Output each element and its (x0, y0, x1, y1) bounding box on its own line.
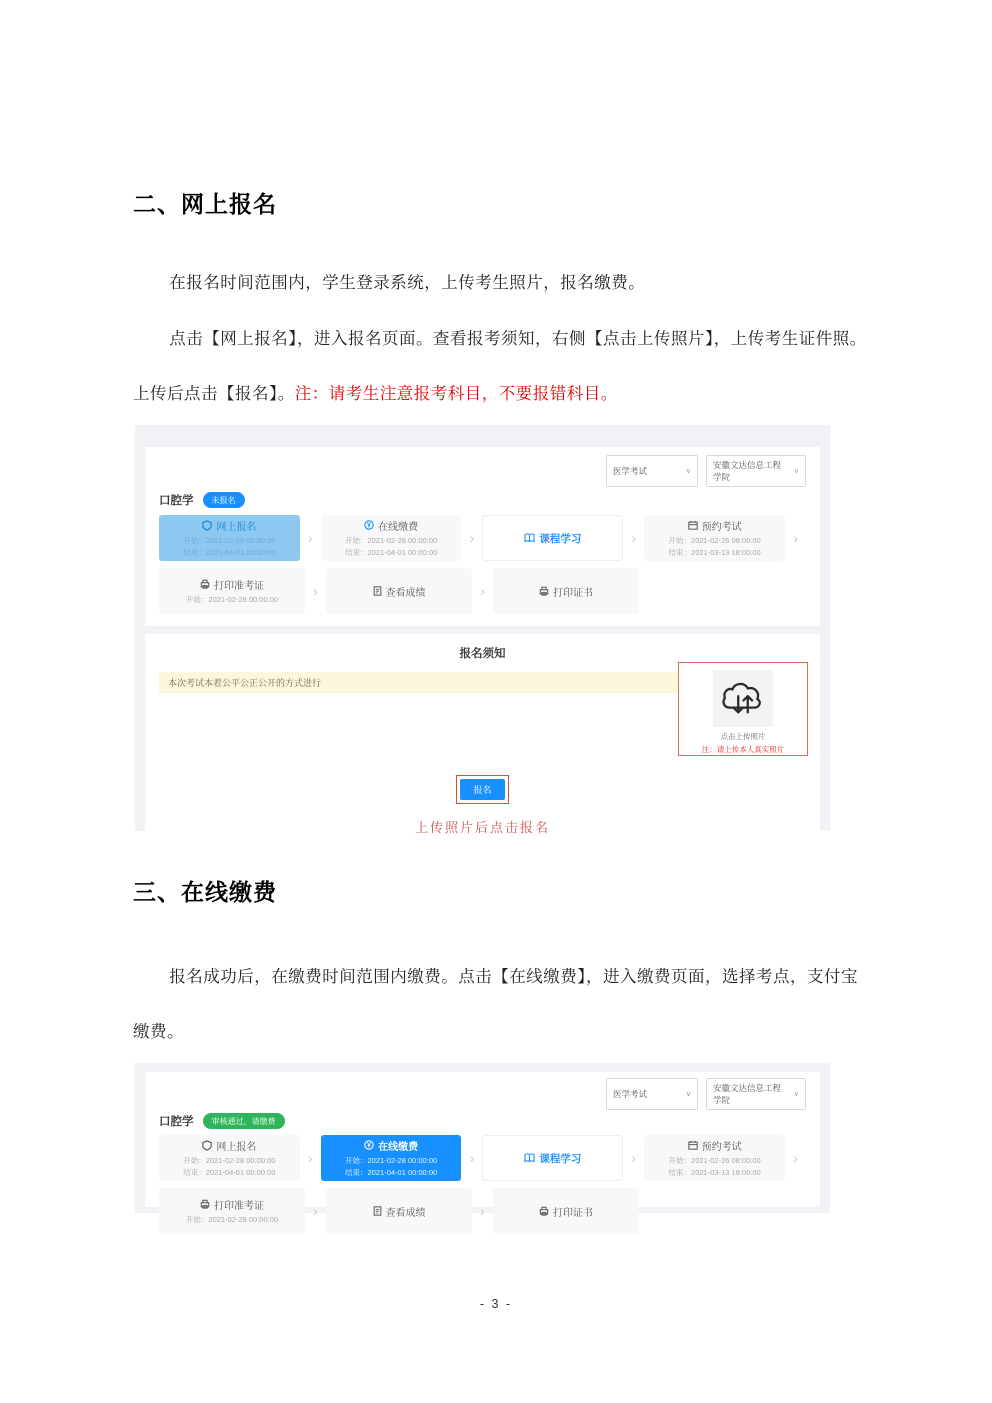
step-card-print-admission[interactable] (159, 1188, 305, 1234)
register-button-row (159, 775, 806, 804)
step-label: 打印证书 (553, 587, 593, 599)
step-label: 网上报名 (216, 1141, 257, 1153)
shield-icon (202, 1140, 212, 1151)
step-end: 结束：2021-04-01 00:00:00 (345, 547, 438, 557)
registration-notice-panel (145, 634, 820, 855)
upload-note: 注：请上传本人真实照片 (701, 745, 785, 754)
step-label: 网上报名 (216, 521, 257, 533)
step-end: 结束：2021-03-13 18:00:00 (668, 547, 761, 557)
printer-icon (539, 1206, 549, 1216)
exam-type-value: 医学考试 (613, 466, 648, 476)
step-label: 在线缴费 (378, 521, 419, 533)
step-start: 开始：2021-02-28 00:00:00 (185, 1214, 279, 1224)
steps-row-1 (159, 515, 806, 561)
filter-bar (159, 1078, 806, 1110)
step-label: 课程学习 (539, 532, 582, 545)
step-card-exam-appointment[interactable] (644, 515, 785, 561)
chevron-right-icon: › (480, 583, 485, 599)
chevron-right-icon: › (313, 1203, 318, 1219)
book-icon (524, 1153, 535, 1163)
cloud-upload-icon (720, 678, 766, 720)
step-end: 结束：2021-04-01 00:00:00 (345, 1167, 438, 1177)
step-label: 查看成绩 (385, 587, 426, 599)
chevron-right-icon: › (480, 1203, 485, 1219)
step-label: 打印证书 (553, 1207, 593, 1219)
section3-paragraph-1: 报名成功后，在缴费时间范围内缴费。点击【在线缴费】，进入缴费页面，选择考点，支付宝缴费。 (133, 968, 859, 1041)
register-button-highlight-box (456, 775, 508, 804)
printer-icon (200, 579, 210, 589)
section3-heading: 三、在线缴费 (133, 879, 277, 905)
step-card-view-scores[interactable] (326, 1188, 472, 1234)
step-label: 打印准考证 (214, 1200, 264, 1212)
register-button[interactable]: 报名 (460, 779, 504, 800)
section2-paragraph-2 (133, 312, 875, 422)
step-label: 课程学习 (539, 1152, 582, 1165)
step-end: 结束：2021-03-13 18:00:00 (668, 1167, 761, 1177)
chevron-right-icon: › (313, 583, 318, 599)
section2-heading: 二、网上报名 (133, 191, 277, 217)
step-label: 预约考试 (701, 521, 742, 533)
school-select[interactable] (706, 455, 806, 487)
filter-bar (159, 455, 806, 487)
chevron-down-icon: ∨ (793, 468, 799, 475)
notice-title: 报名须知 (459, 648, 506, 660)
school-select[interactable] (706, 1078, 806, 1110)
step-start: 开始：2021-02-26 08:00:00 (668, 1155, 761, 1165)
subject-row (159, 492, 806, 508)
steps-row-2 (159, 1188, 806, 1234)
red-note-text: 注：请考生注意报考科目，不要报错科目。 (294, 385, 618, 403)
step-label: 在线缴费 (378, 1141, 419, 1153)
step-start: 开始：2021-02-26 08:00:00 (668, 535, 761, 545)
school-value: 安徽文达信息工程学院 (713, 1083, 782, 1105)
step-card-exam-appointment[interactable] (644, 1135, 785, 1181)
chevron-right-icon: › (307, 1150, 313, 1166)
paragraph-text: 点击【网上报名】，进入报名页面。查看报考须知，右侧【点击上传照片】，上传考生证件照。上传后点击【报名】。 (133, 330, 867, 403)
step-start: 开始：2021-02-28 00:00:00 (345, 1155, 438, 1165)
step-card-view-scores[interactable] (326, 568, 472, 614)
chevron-down-icon: ∨ (685, 1091, 691, 1098)
step-start: 开始：2021-02-28 00:00:00 (345, 535, 438, 545)
exam-steps-panel (145, 1072, 820, 1224)
exam-type-value: 医学考试 (613, 1089, 648, 1099)
shield-icon (202, 520, 212, 531)
steps-row-2 (159, 568, 806, 614)
printer-icon (539, 586, 549, 596)
step-card-print-certificate[interactable] (493, 1188, 639, 1234)
score-icon (373, 586, 382, 596)
chevron-down-icon: ∨ (685, 468, 691, 475)
chevron-right-icon: › (469, 1150, 475, 1166)
subject-name: 口腔学 (159, 495, 194, 507)
screenshot-payment-page (135, 1063, 830, 1224)
status-badge: 未报名 (203, 492, 245, 508)
exam-type-select[interactable] (606, 455, 698, 487)
steps-row-1 (159, 1135, 806, 1181)
step-start: 开始：2021-02-28 00:00:00 (183, 1155, 276, 1165)
status-badge: 审核通过，请缴费 (203, 1113, 285, 1129)
yen-circle-icon (364, 520, 374, 530)
subject-row (159, 1113, 806, 1129)
register-hint: 上传照片后点击报名 (414, 820, 550, 835)
calendar-icon (688, 1140, 698, 1150)
step-start: 开始：2021-02-28 00:00:00 (183, 535, 276, 545)
step-label: 查看成绩 (385, 1207, 426, 1219)
notice-content: 本次考试本着公平公正公开的方式进行 (159, 672, 683, 693)
step-card-online-payment[interactable] (321, 1135, 462, 1181)
screenshot-registration-page (135, 425, 830, 835)
step-card-online-registration[interactable] (159, 515, 300, 561)
subject-name: 口腔学 (159, 1116, 194, 1128)
chevron-down-icon: ∨ (793, 1091, 799, 1098)
step-start: 开始：2021-02-28 00:00:00 (185, 594, 279, 604)
step-end: 结束：2021-04-01 00:00:00 (183, 547, 276, 557)
chevron-right-icon: › (469, 530, 475, 546)
chevron-right-icon: › (793, 530, 798, 546)
exam-type-select[interactable] (606, 1078, 698, 1110)
chevron-right-icon: › (631, 530, 637, 546)
school-value: 安徽文达信息工程学院 (713, 460, 782, 482)
printer-icon (200, 1199, 210, 1209)
step-card-course-study[interactable] (482, 1135, 623, 1181)
chevron-right-icon: › (307, 530, 313, 546)
exam-steps-panel (145, 447, 820, 626)
upload-drop-area[interactable] (713, 670, 773, 727)
yen-circle-icon (364, 1140, 374, 1150)
photo-upload-box[interactable] (678, 662, 808, 756)
page-number: - 3 - (479, 1297, 513, 1311)
upload-label: 点击上传照片 (720, 732, 766, 741)
step-card-online-payment[interactable] (321, 515, 462, 561)
book-icon (524, 533, 535, 543)
step-end: 结束：2021-04-01 00:00:00 (183, 1167, 276, 1177)
step-card-print-certificate[interactable] (493, 568, 639, 614)
step-card-online-registration[interactable] (159, 1135, 300, 1181)
chevron-right-icon: › (631, 1150, 637, 1166)
step-card-course-study[interactable] (482, 515, 623, 561)
chevron-right-icon: › (793, 1150, 798, 1166)
step-card-print-admission[interactable] (159, 568, 305, 614)
step-label: 预约考试 (701, 1141, 742, 1153)
calendar-icon (688, 520, 698, 530)
section2-paragraph-1: 在报名时间范围内，学生登录系统，上传考生照片，报名缴费。 (169, 274, 646, 292)
step-label: 打印准考证 (214, 580, 264, 592)
score-icon (373, 1206, 382, 1216)
